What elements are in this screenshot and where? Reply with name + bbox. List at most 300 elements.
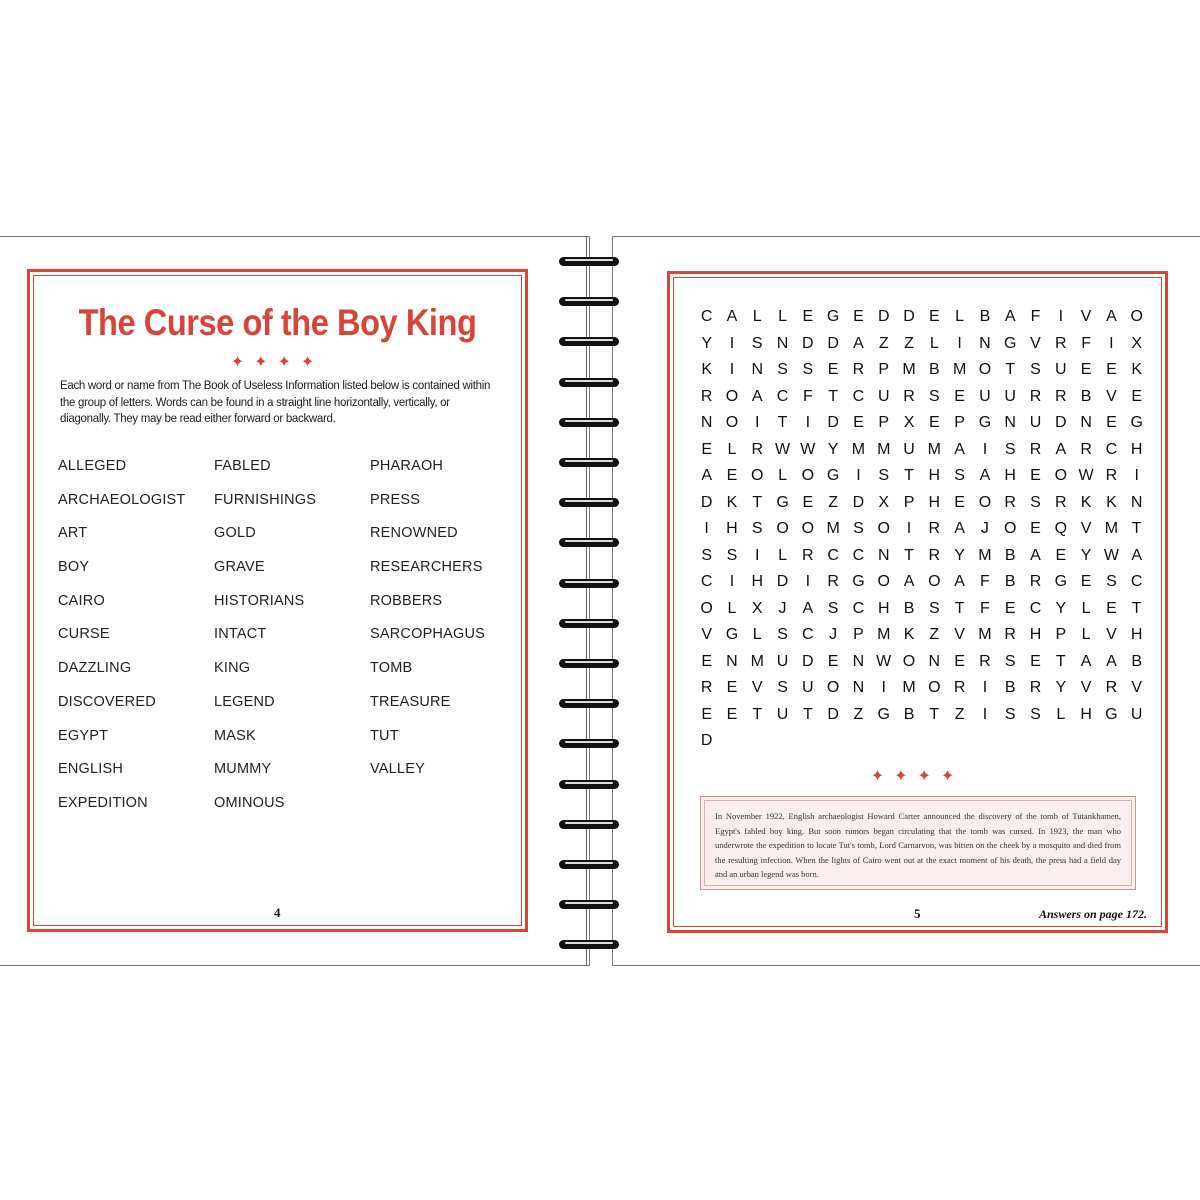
grid-letter: A [726, 308, 738, 325]
spiral-ring-highlight [565, 701, 613, 703]
grid-letter: T [828, 387, 839, 405]
grid-letter: R [1105, 679, 1118, 696]
spiral-ring-highlight [565, 460, 613, 462]
grid-letter: X [878, 493, 890, 511]
grid-letter: R [700, 387, 713, 405]
grid-letter: K [903, 626, 915, 643]
grid-letter: O [928, 679, 941, 696]
grid-letter: I [755, 414, 760, 431]
grid-letter: R [1105, 467, 1118, 484]
spiral-ring [557, 857, 621, 870]
grid-letter: O [751, 467, 764, 484]
spiral-ring-highlight [565, 259, 613, 261]
word-list-item: PHARAOH [370, 458, 444, 474]
grid-letter: A [802, 599, 814, 617]
spiral-ring-highlight [565, 500, 613, 502]
grid-letter: D [827, 705, 839, 723]
grid-letter: B [1080, 387, 1092, 405]
word-list-item: CAIRO [58, 592, 105, 609]
grid-letter: Y [701, 334, 712, 352]
grid-letter: K [726, 493, 738, 511]
grid-letter: R [928, 520, 941, 537]
word-list-item: TUT [370, 727, 399, 744]
grid-letter: D [827, 334, 839, 352]
grid-letter: O [902, 652, 916, 670]
grid-letter: C [776, 387, 789, 405]
grid-letter: U [776, 652, 789, 670]
grid-letter: O [725, 414, 739, 431]
grid-letter: S [751, 520, 763, 537]
grid-letter: I [729, 573, 735, 590]
grid-letter: N [751, 361, 764, 378]
grid-letter: N [700, 414, 713, 431]
grid-letter: H [877, 599, 890, 617]
grid-letter: E [954, 652, 965, 670]
grid-letter: E [701, 652, 712, 670]
grid-letter: I [1109, 334, 1114, 352]
grid-letter: W [1103, 546, 1119, 564]
grid-letter: E [1080, 573, 1092, 590]
grid-letter: F [1030, 308, 1041, 325]
grid-letter: A [1131, 546, 1143, 564]
grid-letter: A [1055, 440, 1067, 458]
grid-letter: Y [1055, 679, 1067, 696]
grid-letter: D [700, 732, 713, 749]
spiral-ring [557, 897, 621, 910]
grid-letter: Y [1055, 599, 1067, 617]
grid-letter: K [1106, 493, 1117, 511]
grid-letter: C [827, 546, 839, 564]
grid-letter: S [928, 599, 940, 617]
grid-letter: S [1030, 493, 1041, 511]
grid-letter: V [1080, 679, 1092, 696]
grid-letter: E [1080, 361, 1092, 378]
grid-letter: A [979, 467, 991, 484]
word-list-item: EGYPT [58, 727, 109, 744]
grid-letter: C [852, 546, 865, 564]
grid-letter: R [751, 440, 764, 458]
grid-letter: O [700, 599, 713, 617]
grid-letter: C [1130, 573, 1143, 590]
grid-letter: B [928, 361, 940, 378]
grid-letter: N [852, 679, 865, 696]
spiral-ring-highlight [565, 902, 613, 904]
word-list-item: BOY [58, 559, 90, 576]
grid-letter: B [1004, 573, 1016, 590]
grid-letter: O [776, 520, 789, 537]
grid-letter: E [1131, 387, 1143, 405]
spiral-ring [557, 254, 621, 267]
word-search-grid [694, 304, 1149, 755]
word-list-item: TOMB [370, 660, 413, 677]
grid-letter: C [1029, 599, 1042, 617]
grid-letter: A [1004, 308, 1016, 325]
grid-letter: E [1030, 467, 1041, 484]
word-list-item: RESEARCHERS [370, 559, 483, 576]
spiral-ring [557, 817, 621, 830]
grid-letter: V [1131, 679, 1143, 696]
grid-letter: M [927, 440, 941, 458]
grid-letter: Y [1080, 546, 1092, 564]
grid-letter: I [805, 414, 811, 431]
spiral-ring [557, 656, 621, 669]
grid-letter: W [774, 440, 791, 458]
grid-letter: D [1055, 414, 1067, 431]
grid-letter: M [952, 361, 967, 378]
grid-letter: L [727, 440, 737, 458]
left-page [0, 236, 590, 966]
grid-letter: L [752, 308, 762, 325]
grid-letter: I [1058, 308, 1064, 325]
grid-letter: E [1004, 599, 1016, 617]
grid-letter: H [1130, 626, 1143, 643]
grid-letter: H [1029, 626, 1042, 643]
spiral-ring [557, 535, 621, 548]
fact-text: In November 1922, English archaeologist Howard Carter announced the discovery of the tomb of Tutankhamen, Egypt's fabled boy king. But soon rumors began circulating that the tomb was cursed. In 1923, the man who underwrote the expedition to locate Tut's tomb, Lord Carnarvon, was bitten on the cheek by a mosquito and died from the resulting infection. When the lights of Cairo went out at the exact moment of his death, the press had a field day and an urban legend was born. [715, 811, 1121, 879]
grid-letter: E [853, 414, 864, 431]
grid-letter: R [1080, 440, 1092, 458]
grid-letter: L [778, 308, 787, 325]
fact-box [700, 796, 1136, 890]
grid-letter: E [1030, 520, 1041, 537]
grid-letter: U [776, 705, 789, 723]
grid-letter: G [877, 705, 890, 723]
grid-letter: N [776, 334, 789, 352]
spiral-ring [557, 375, 621, 388]
grid-letter: X [1131, 334, 1143, 352]
word-list-item: FURNISHINGS [214, 491, 317, 508]
grid-letter: L [1056, 705, 1066, 723]
right-page [612, 236, 1200, 966]
grid-letter: S [1004, 652, 1016, 670]
spiral-ring-highlight [565, 822, 613, 824]
grid-letter: T [1005, 361, 1016, 378]
grid-letter: N [877, 546, 890, 564]
grid-letter: U [903, 440, 915, 458]
grid-letter: T [1055, 652, 1066, 670]
grid-letter: N [1004, 414, 1016, 431]
grid-letter: V [701, 626, 712, 643]
spiral-ring-bar [559, 579, 619, 588]
grid-letter: I [982, 705, 988, 723]
grid-letter: S [878, 467, 890, 484]
grid-letter: M [877, 626, 891, 643]
grid-letter: O [928, 573, 941, 590]
page-number-left: 4 [274, 905, 281, 920]
grid-letter: A [903, 573, 915, 590]
grid-letter: I [755, 546, 760, 564]
grid-letter: Y [827, 440, 839, 458]
grid-letter: A [1106, 652, 1117, 670]
grid-letter: R [1055, 493, 1067, 511]
spiral-ring-highlight [565, 581, 613, 583]
grid-letter: P [954, 414, 965, 431]
grid-letter: H [726, 520, 738, 537]
grid-letter: T [1131, 599, 1142, 617]
page-number-right: 5 [914, 906, 921, 921]
grid-letter: C [700, 308, 713, 325]
grid-letter: S [726, 546, 738, 564]
grid-letter: M [1104, 520, 1119, 537]
grid-letter: W [800, 440, 816, 458]
word-list-item: FABLED [214, 458, 271, 474]
spiral-ring [557, 334, 621, 347]
grid-letter: L [778, 467, 787, 484]
grid-letter: C [852, 599, 865, 617]
word-list-item: ENGLISH [58, 761, 124, 778]
grid-letter: S [928, 387, 940, 405]
word-list-item: CURSE [58, 626, 110, 643]
grid-letter: S [777, 679, 788, 696]
spiral-ring [557, 576, 621, 589]
spiral-ring-highlight [565, 621, 613, 623]
grid-letter: I [906, 520, 912, 537]
grid-letter: M [877, 440, 891, 458]
grid-letter: D [903, 308, 915, 325]
grid-letter: N [979, 334, 991, 352]
grid-letter: G [725, 626, 739, 643]
grid-letter: H [1004, 467, 1016, 484]
grid-letter: C [1105, 440, 1118, 458]
grid-ornament: ✦✦✦✦ [870, 768, 965, 785]
grid-letter: U [877, 387, 890, 405]
grid-letter: D [827, 414, 839, 431]
grid-letter: N [1080, 414, 1092, 431]
grid-letter: T [904, 467, 914, 484]
word-list-col-2 [214, 450, 316, 821]
spiral-ring-highlight [565, 420, 613, 422]
grid-letter: I [729, 361, 735, 378]
grid-letter: A [853, 334, 864, 352]
grid-letter: O [801, 467, 815, 484]
grid-letter: W [1078, 467, 1094, 484]
grid-letter: K [701, 361, 712, 378]
grid-letter: R [1029, 573, 1042, 590]
grid-letter: M [902, 679, 916, 696]
spiral-ring-highlight [565, 782, 613, 784]
grid-letter: J [778, 599, 787, 617]
grid-letter: O [801, 520, 815, 537]
grid-letter: H [928, 467, 941, 484]
grid-letter: R [1029, 440, 1042, 458]
grid-letter: I [1134, 467, 1139, 484]
word-list-item: MUMMY [214, 761, 272, 778]
word-list-item: GRAVE [214, 559, 265, 576]
grid-letter: I [982, 679, 988, 696]
grid-letter: E [1055, 546, 1067, 564]
grid-letter: D [852, 493, 865, 511]
grid-letter: S [777, 361, 788, 378]
spiral-ring-highlight [565, 299, 613, 301]
grid-letter: J [980, 520, 989, 537]
grid-letter: I [982, 440, 988, 458]
grid-letter: R [1029, 387, 1042, 405]
grid-letter: P [853, 626, 864, 643]
grid-letter: B [903, 599, 915, 617]
grid-letter: T [802, 705, 813, 723]
grid-letter: Z [929, 626, 940, 643]
spiral-ring-highlight [565, 862, 613, 864]
grid-letter: R [1004, 626, 1016, 643]
grid-letter: Q [1054, 520, 1068, 537]
grid-letter: K [1080, 493, 1092, 511]
grid-letter: B [903, 705, 915, 723]
grid-letter: O [1003, 520, 1017, 537]
grid-letter: T [929, 705, 940, 723]
grid-letter: L [778, 546, 787, 564]
grid-letter: R [1055, 387, 1067, 405]
word-list-item: INTACT [214, 626, 267, 643]
word-list-item: VALLEY [370, 761, 425, 778]
word-list-item: DISCOVERED [58, 693, 156, 710]
word-list-item: OMINOUS [214, 794, 285, 811]
grid-letter: H [928, 493, 941, 511]
grid-letter: D [802, 334, 814, 352]
grid-letter: E [802, 493, 814, 511]
grid-letter: R [953, 679, 966, 696]
grid-letter: G [978, 414, 992, 431]
spiral-ring [557, 777, 621, 790]
grid-letter: T [752, 493, 763, 511]
grid-letter: E [1106, 361, 1117, 378]
grid-letter: D [877, 308, 890, 325]
grid-letter: O [1130, 308, 1143, 325]
grid-letter: Z [878, 334, 889, 352]
spiral-ring-highlight [565, 380, 613, 382]
grid-letter: H [751, 573, 764, 590]
grid-letter: D [700, 493, 713, 511]
grid-letter: S [751, 334, 763, 352]
grid-letter: L [1081, 626, 1091, 643]
grid-letter: O [978, 493, 992, 511]
spiral-binding [557, 246, 621, 966]
right-page-frame [667, 271, 1168, 933]
grid-letter: K [1131, 361, 1143, 378]
grid-letter: R [1055, 334, 1067, 352]
grid-letter: B [1004, 546, 1016, 564]
grid-letter: F [1081, 334, 1091, 352]
grid-letter: G [1105, 705, 1118, 723]
grid-letter: M [851, 440, 866, 458]
grid-letter: E [1030, 652, 1041, 670]
grid-letter: L [1081, 599, 1091, 617]
grid-letter: U [1055, 361, 1067, 378]
grid-letter: N [1130, 493, 1143, 511]
word-list-item: ARCHAEOLOGIST [58, 491, 186, 508]
grid-letter: D [776, 573, 789, 590]
grid-letter: L [752, 626, 762, 643]
grid-letter: R [827, 573, 839, 590]
puzzle-title: The Curse of the Boy King [78, 302, 477, 343]
grid-letter: R [802, 546, 814, 564]
grid-letter: A [954, 440, 965, 458]
grid-letter: L [929, 334, 939, 352]
word-list-col-3 [370, 450, 485, 787]
grid-letter: S [954, 467, 965, 484]
grid-letter: T [777, 414, 788, 431]
grid-letter: Y [954, 546, 965, 564]
grid-letter: G [852, 573, 865, 590]
grid-letter: U [1029, 414, 1042, 431]
grid-letter: Z [904, 334, 914, 352]
word-list-item: SARCOPHAGUS [370, 626, 485, 643]
grid-letter: T [1131, 520, 1142, 537]
grid-letter: P [1055, 626, 1067, 643]
grid-letter: B [1131, 652, 1143, 670]
grid-letter: I [957, 334, 962, 352]
grid-letter: E [726, 679, 738, 696]
grid-letter: X [903, 414, 915, 431]
grid-letter: S [827, 599, 839, 617]
grid-letter: D [802, 652, 814, 670]
grid-letter: L [955, 308, 965, 325]
grid-letter: I [881, 679, 886, 696]
grid-letter: G [826, 467, 840, 484]
grid-letter: A [1030, 546, 1041, 564]
grid-letter: Z [828, 493, 839, 511]
grid-letter: S [853, 520, 864, 537]
instructions-text: Each word or name from The Book of Useless Information listed below is contained within the group of letters. Words can be found in a straight line horizontally, vertically, or diagonally. They may be read either forward or backward. [60, 380, 491, 425]
grid-letter: G [776, 493, 789, 511]
spiral-ring-highlight [565, 661, 613, 663]
grid-letter: S [1004, 440, 1016, 458]
grid-letter: F [980, 599, 990, 617]
grid-letter: R [1004, 493, 1016, 511]
word-list-item: DAZZLING [58, 660, 132, 677]
grid-letter: S [1030, 361, 1041, 378]
spiral-ring [557, 696, 621, 709]
grid-letter: N [852, 652, 865, 670]
grid-letter: R [903, 387, 915, 405]
grid-letter: X [751, 599, 763, 617]
grid-letter: V [751, 679, 763, 696]
grid-letter: R [1029, 679, 1042, 696]
grid-letter: C [700, 573, 713, 590]
grid-letter: B [1004, 679, 1016, 696]
grid-letter: V [954, 626, 965, 643]
grid-letter: E [802, 308, 814, 325]
grid-letter: E [827, 361, 839, 378]
grid-letter: O [725, 387, 739, 405]
grid-letter: N [928, 652, 941, 670]
grid-letter: G [1003, 334, 1017, 352]
grid-letter: P [903, 493, 915, 511]
grid-letter: I [729, 334, 735, 352]
word-list-item: ALLEGED [58, 458, 127, 474]
grid-letter: E [954, 387, 965, 405]
word-list-item: GOLD [214, 525, 256, 542]
grid-letter: V [1030, 334, 1041, 352]
grid-letter: T [904, 546, 914, 564]
grid-letter: E [853, 308, 864, 325]
grid-letter: A [1080, 652, 1092, 670]
spiral-ring-bar [559, 780, 619, 789]
spiral-ring-bar [559, 378, 619, 387]
grid-letter: I [805, 573, 811, 590]
grid-letter: M [978, 546, 992, 564]
grid-letter: E [701, 705, 712, 723]
grid-letter: E [1106, 599, 1117, 617]
word-list-item: TREASURE [370, 693, 451, 710]
grid-letter: A [701, 467, 712, 484]
grid-letter: W [876, 652, 892, 670]
grid-letter: O [877, 573, 890, 590]
grid-letter: H [1130, 440, 1143, 458]
grid-letter: U [1004, 387, 1016, 405]
grid-letter: J [829, 626, 838, 643]
grid-letter: O [978, 361, 992, 378]
word-list-col-1 [58, 450, 186, 821]
